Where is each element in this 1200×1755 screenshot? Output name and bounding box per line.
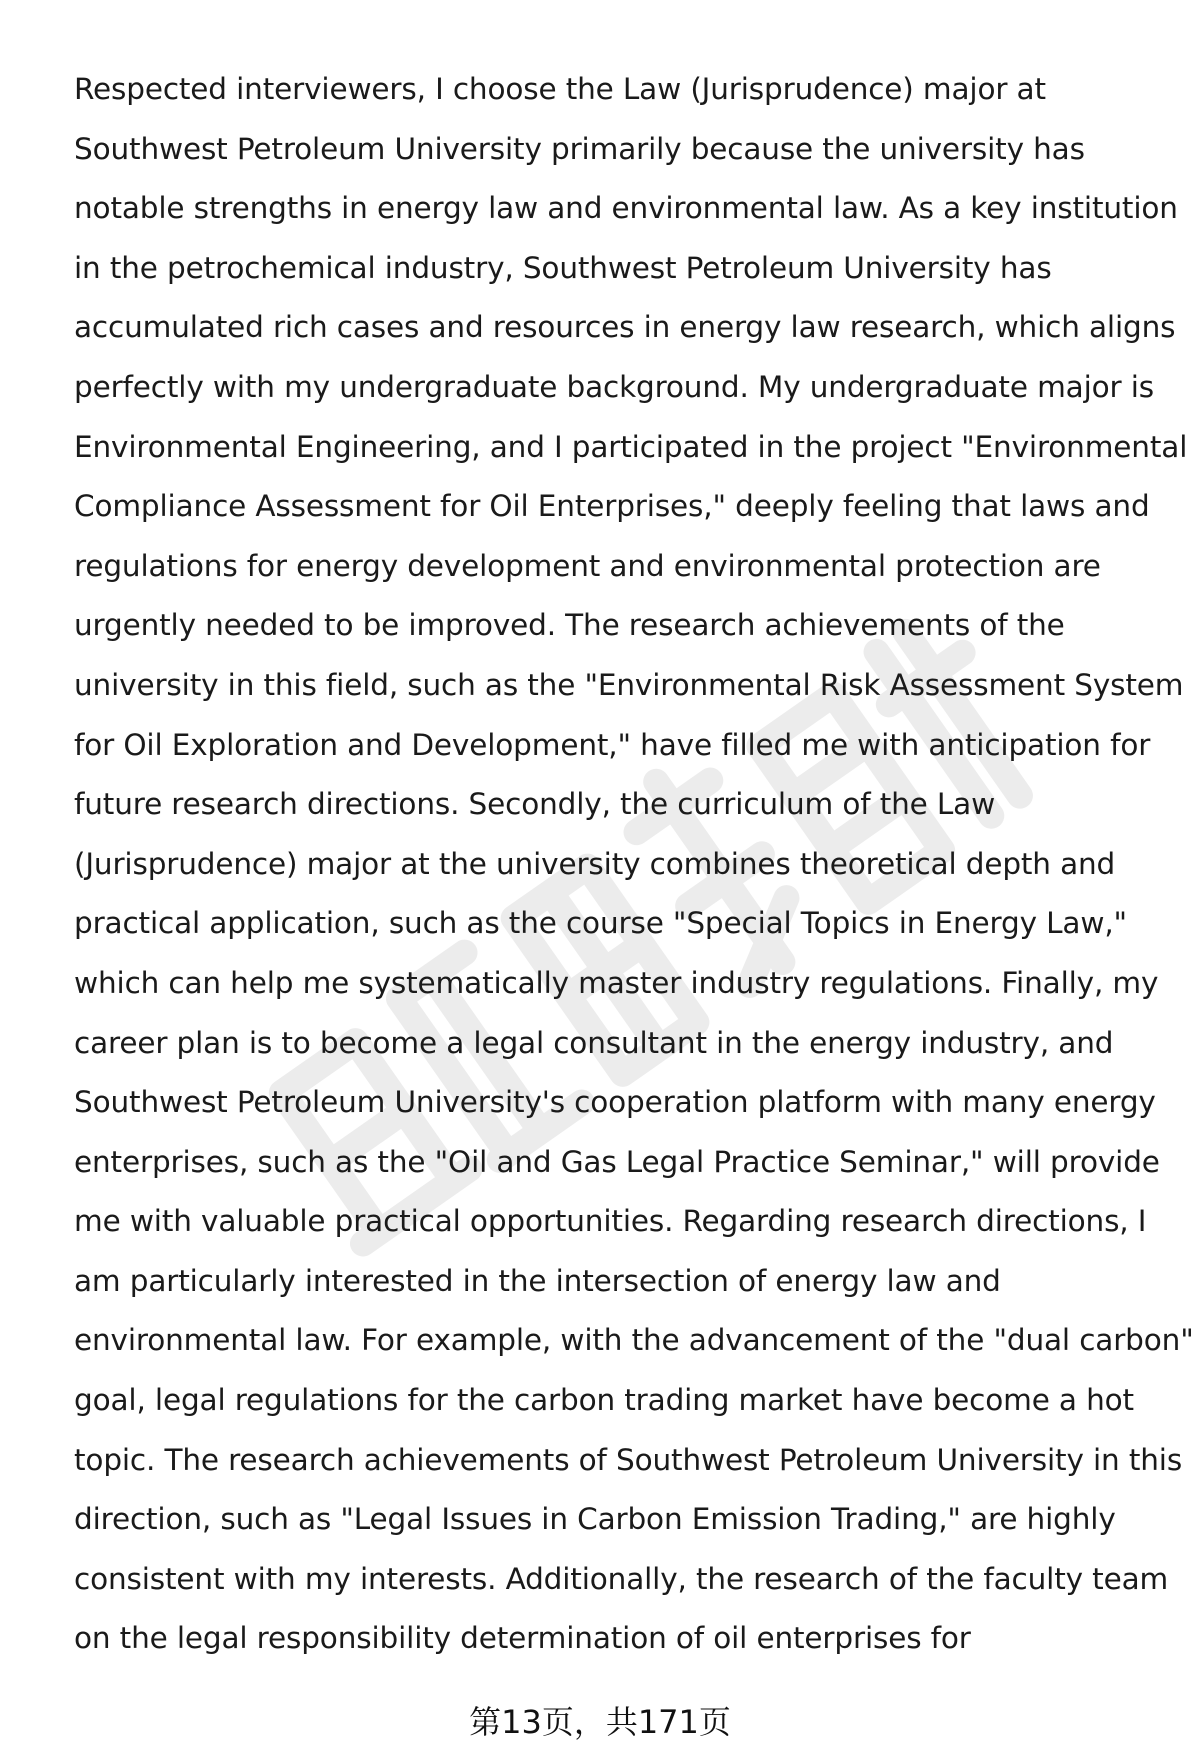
text-line: notable strengths in energy law and environmental law. As a key institution (74, 191, 1178, 226)
body-paragraph (74, 60, 1194, 1669)
text-line: Southwest Petroleum University primarily because the university has (74, 131, 1085, 166)
text-line: topic. The research achievements of Southwest Petroleum University in this (74, 1442, 1183, 1477)
text-line: regulations for energy development and environmental protection are (74, 548, 1101, 583)
text-line: (Jurisprudence) major at the university combines theoretical depth and (74, 846, 1116, 881)
text-line: practical application, such as the course "Special Topics in Energy Law," (74, 906, 1127, 941)
text-line: for Oil Exploration and Development," have filled me with anticipation for (74, 727, 1151, 762)
text-line: consistent with my interests. Additionally, the research of the faculty team (74, 1561, 1169, 1596)
page-number-footer: 第13页，共171页 (469, 1703, 731, 1741)
text-line: Respected interviewers, I choose the Law (Jurisprudence) major at (74, 72, 1046, 106)
text-line: Environmental Engineering, and I participated in the project "Environmental (74, 429, 1188, 464)
text-line: accumulated rich cases and resources in energy law research, which aligns (74, 310, 1176, 345)
text-line: which can help me systematically master industry regulations. Finally, my (74, 965, 1159, 1000)
text-line: university in this field, such as the "Environmental Risk Assessment System (74, 667, 1184, 702)
text-line: in the petrochemical industry, Southwest Petroleum University has (74, 250, 1052, 285)
text-line: urgently needed to be improved. The research achievements of the (74, 608, 1065, 643)
text-line: Southwest Petroleum University's cooperation platform with many energy (74, 1085, 1156, 1120)
text-line: Compliance Assessment for Oil Enterprises," deeply feeling that laws and (74, 489, 1150, 524)
text-line: me with valuable practical opportunities. Regarding research directions, I (74, 1204, 1147, 1239)
text-line: future research directions. Secondly, the curriculum of the Law (74, 787, 996, 822)
text-line: goal, legal regulations for the carbon trading market have become a hot (74, 1383, 1134, 1418)
text-line: perfectly with my undergraduate background. My undergraduate major is (74, 369, 1154, 404)
text-line: am particularly interested in the intersection of energy law and (74, 1263, 1001, 1298)
text-line: enterprises, such as the "Oil and Gas Legal Practice Seminar," will provide (74, 1144, 1160, 1179)
text-line: on the legal responsibility determination of oil enterprises for (74, 1621, 971, 1656)
text-line: direction, such as "Legal Issues in Carbon Emission Trading," are highly (74, 1502, 1116, 1537)
text-line: environmental law. For example, with the advancement of the "dual carbon" (74, 1323, 1194, 1358)
text-line: career plan is to become a legal consultant in the energy industry, and (74, 1025, 1114, 1060)
